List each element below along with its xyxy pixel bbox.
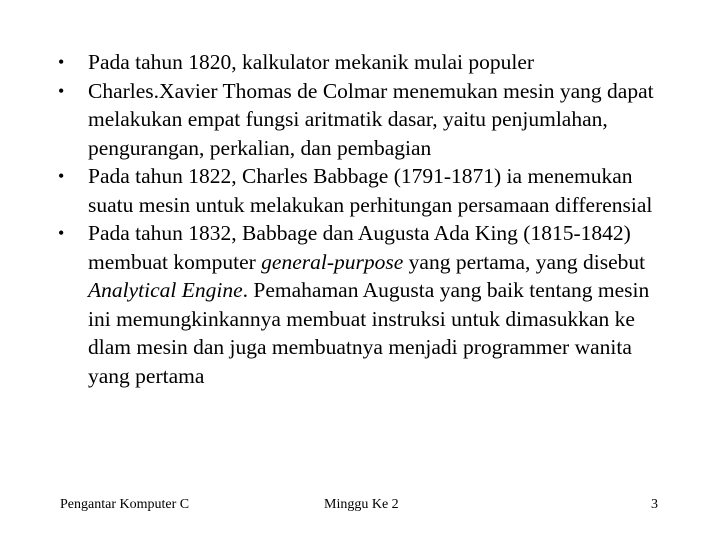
bullet-item-3 <box>54 162 674 219</box>
footer-course-title: Pengantar Komputer C <box>60 497 190 512</box>
bullet-item-2 <box>54 77 674 163</box>
footer-week: Minggu Ke 2 <box>324 497 399 512</box>
bullet-item-1 <box>54 48 674 77</box>
bullet-icon: • <box>58 80 65 101</box>
bullet-icon: • <box>58 52 65 72</box>
bullet-list <box>54 48 674 390</box>
bullet-icon: • <box>58 166 65 186</box>
emphasis-general-purpose: general-purpose <box>261 249 404 274</box>
bullet-text: Charles.Xavier Thomas de Colmar menemukan mesin yang dapat melakukan empat fungsi aritmatik dasar, yaitu penjumlahan, pengurangan, perkalian, dan pembagian <box>88 78 654 160</box>
bullet-text <box>88 221 649 388</box>
bullet-text-segment: Pada tahun 1832, Babbage dan Augusta Ada King (1815-1842) membuat komputer <box>88 221 631 274</box>
emphasis-analytical-engine: Analytical Engine <box>88 278 243 302</box>
bullet-text-segment: yang pertama, yang disebut <box>403 249 646 274</box>
bullet-item-4 <box>54 219 674 390</box>
bullet-text: Pada tahun 1822, Charles Babbage (1791-1871) ia menemukan suatu mesin untuk melakukan perhitungan persamaan differensial <box>88 164 653 217</box>
bullet-text: Pada tahun 1820, kalkulator mekanik mulai populer <box>88 50 535 74</box>
bullet-icon: • <box>58 223 65 243</box>
footer-page-number: 3 <box>651 497 658 512</box>
bullet-text-segment: . Pemahaman Augusta yang baik tentang mesin ini memungkinkannya membuat instruksi untuk dimasukkan ke dlam mesin dan juga membuatnya menjadi programmer wanita yang pertama <box>88 278 650 388</box>
